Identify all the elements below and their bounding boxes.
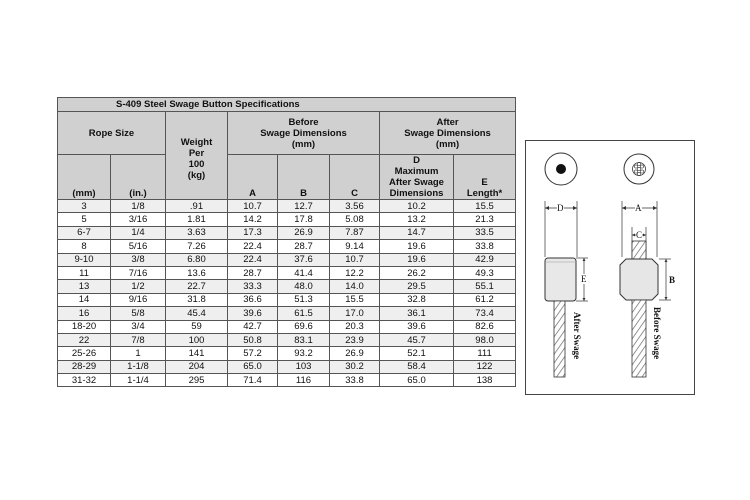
cell-in: 1/4 [111, 226, 166, 239]
cell-b: 116 [278, 374, 330, 387]
cell-mm: 16 [58, 307, 111, 320]
cell-in: 7/8 [111, 333, 166, 346]
table-row [58, 374, 516, 387]
cell-mm: 25-26 [58, 347, 111, 360]
table-row [58, 347, 516, 360]
before-swage-header [228, 112, 380, 155]
cell-b: 103 [278, 360, 330, 373]
spec-table-body [58, 200, 516, 387]
weight-header-line: Weight [180, 136, 213, 148]
label-d: D [557, 203, 564, 213]
cell-weight: 1.81 [166, 213, 228, 226]
label-b: B [669, 275, 676, 285]
cell-b: 61.5 [278, 307, 330, 320]
cell-b: 37.6 [278, 253, 330, 266]
cell-c: 9.14 [330, 240, 380, 253]
cell-in: 3/4 [111, 320, 166, 333]
cell-e: 33.5 [454, 226, 516, 239]
cell-a: 17.3 [228, 226, 278, 239]
cell-c: 7.87 [330, 226, 380, 239]
cell-d: 19.6 [380, 253, 454, 266]
cell-in: 1 [111, 347, 166, 360]
cell-weight: 59 [166, 320, 228, 333]
cell-d: 14.7 [380, 226, 454, 239]
e-header-line: Length* [466, 188, 503, 199]
cell-mm: 31-32 [58, 374, 111, 387]
cell-a: 36.6 [228, 293, 278, 306]
cell-d: 26.2 [380, 266, 454, 279]
cell-b: 48.0 [278, 280, 330, 293]
cell-e: 33.8 [454, 240, 516, 253]
cell-d: 32.8 [380, 293, 454, 306]
cell-c: 26.9 [330, 347, 380, 360]
e-header-line: E [481, 177, 488, 188]
cell-c: 17.0 [330, 307, 380, 320]
cell-mm: 11 [58, 266, 111, 279]
cell-d: 10.2 [380, 200, 454, 213]
cell-weight: 7.26 [166, 240, 228, 253]
cell-e: 73.4 [454, 307, 516, 320]
in-header: (in.) [111, 155, 166, 200]
cell-weight: 6.80 [166, 253, 228, 266]
d-header-line: Dimensions [389, 188, 444, 199]
cell-d: 65.0 [380, 374, 454, 387]
swage-drawing [526, 141, 694, 394]
table-row [58, 200, 516, 213]
cell-mm: 18-20 [58, 320, 111, 333]
b-header: B [278, 155, 330, 200]
cell-mm: 6-7 [58, 226, 111, 239]
before-header-line: (mm) [291, 138, 316, 150]
cell-a: 22.4 [228, 240, 278, 253]
e-header [454, 155, 516, 200]
cell-c: 33.8 [330, 374, 380, 387]
cell-c: 12.2 [330, 266, 380, 279]
cell-mm: 22 [58, 333, 111, 346]
cell-e: 111 [454, 347, 516, 360]
cell-c: 20.3 [330, 320, 380, 333]
cell-a: 28.7 [228, 266, 278, 279]
cell-d: 58.4 [380, 360, 454, 373]
rope-size-header: Rope Size [58, 112, 166, 155]
cell-a: 50.8 [228, 333, 278, 346]
cell-in: 5/16 [111, 240, 166, 253]
label-e: E [581, 274, 587, 284]
table-row [58, 333, 516, 346]
cell-weight: 141 [166, 347, 228, 360]
cell-a: 39.6 [228, 307, 278, 320]
after-header-line: After [436, 116, 459, 128]
cell-e: 49.3 [454, 266, 516, 279]
cell-a: 42.7 [228, 320, 278, 333]
cell-d: 45.7 [380, 333, 454, 346]
cell-d: 13.2 [380, 213, 454, 226]
d-header-line: D [413, 155, 420, 166]
cell-mm: 28-29 [58, 360, 111, 373]
cell-c: 23.9 [330, 333, 380, 346]
table-row [58, 253, 516, 266]
d-header [380, 155, 454, 200]
cell-weight: 13.6 [166, 266, 228, 279]
cell-weight: 22.7 [166, 280, 228, 293]
after-swage-header [380, 112, 516, 155]
cell-b: 17.8 [278, 213, 330, 226]
cell-mm: 8 [58, 240, 111, 253]
after-header-line: (mm) [435, 138, 460, 150]
cell-e: 42.9 [454, 253, 516, 266]
cell-a: 10.7 [228, 200, 278, 213]
cell-a: 33.3 [228, 280, 278, 293]
cell-in: 1/2 [111, 280, 166, 293]
cell-b: 12.7 [278, 200, 330, 213]
cell-e: 21.3 [454, 213, 516, 226]
cell-weight: 295 [166, 374, 228, 387]
cell-mm: 9-10 [58, 253, 111, 266]
cell-c: 15.5 [330, 293, 380, 306]
cell-c: 5.08 [330, 213, 380, 226]
cell-b: 93.2 [278, 347, 330, 360]
before-header-line: Before [288, 116, 319, 128]
cell-b: 28.7 [278, 240, 330, 253]
cell-in: 3/16 [111, 213, 166, 226]
cell-a: 71.4 [228, 374, 278, 387]
cell-a: 65.0 [228, 360, 278, 373]
d-header-line: After Swage [389, 177, 444, 188]
cell-weight: 204 [166, 360, 228, 373]
table-row [58, 280, 516, 293]
cell-weight: 45.4 [166, 307, 228, 320]
cell-mm: 13 [58, 280, 111, 293]
cell-in: 9/16 [111, 293, 166, 306]
cell-e: 98.0 [454, 333, 516, 346]
cell-e: 138 [454, 374, 516, 387]
cell-in: 7/16 [111, 266, 166, 279]
cell-b: 26.9 [278, 226, 330, 239]
spec-table [57, 97, 516, 387]
cell-in: 1/8 [111, 200, 166, 213]
table-row [58, 307, 516, 320]
cell-weight: 3.63 [166, 226, 228, 239]
table-row [58, 213, 516, 226]
weight-header-line: Per [188, 147, 205, 159]
cell-c: 30.2 [330, 360, 380, 373]
cell-in: 5/8 [111, 307, 166, 320]
a-header: A [228, 155, 278, 200]
cell-weight: 100 [166, 333, 228, 346]
table-row [58, 360, 516, 373]
table-row [58, 320, 516, 333]
cell-d: 52.1 [380, 347, 454, 360]
weight-header-line: 100 [188, 158, 205, 170]
cell-d: 39.6 [380, 320, 454, 333]
cell-a: 57.2 [228, 347, 278, 360]
cell-b: 41.4 [278, 266, 330, 279]
table-row [58, 293, 516, 306]
cell-d: 19.6 [380, 240, 454, 253]
cell-b: 83.1 [278, 333, 330, 346]
table-row [58, 266, 516, 279]
label-a: A [635, 203, 642, 213]
cell-mm: 3 [58, 200, 111, 213]
cell-a: 22.4 [228, 253, 278, 266]
mm-header: (mm) [58, 155, 111, 200]
cell-c: 14.0 [330, 280, 380, 293]
cell-c: 3.56 [330, 200, 380, 213]
cell-in: 1-1/4 [111, 374, 166, 387]
cell-in: 1-1/8 [111, 360, 166, 373]
cell-e: 61.2 [454, 293, 516, 306]
cell-c: 10.7 [330, 253, 380, 266]
cell-weight: .91 [166, 200, 228, 213]
label-c: C [636, 230, 643, 240]
before-swage-caption: Before Swage [652, 307, 662, 360]
cell-e: 15.5 [454, 200, 516, 213]
cell-d: 36.1 [380, 307, 454, 320]
table-title: S-409 Steel Swage Button Specifications [58, 98, 516, 112]
cell-e: 82.6 [454, 320, 516, 333]
cell-e: 55.1 [454, 280, 516, 293]
weight-header-line: (kg) [187, 169, 206, 181]
table-row [58, 240, 516, 253]
before-swage-end-view [624, 154, 654, 184]
cell-weight: 31.8 [166, 293, 228, 306]
table-row [58, 226, 516, 239]
cell-a: 14.2 [228, 213, 278, 226]
before-header-line: Swage Dimensions [260, 127, 347, 139]
d-header-line: Maximum [394, 166, 439, 177]
cell-b: 51.3 [278, 293, 330, 306]
after-swage-caption: After Swage [572, 312, 582, 360]
after-header-line: Swage Dimensions [404, 127, 491, 139]
after-swage-end-view [545, 153, 577, 185]
cell-d: 29.5 [380, 280, 454, 293]
cell-e: 122 [454, 360, 516, 373]
swage-diagram [525, 140, 695, 395]
cell-mm: 14 [58, 293, 111, 306]
cell-b: 69.6 [278, 320, 330, 333]
weight-header [166, 112, 228, 200]
cell-mm: 5 [58, 213, 111, 226]
cell-in: 3/8 [111, 253, 166, 266]
c-header: C [330, 155, 380, 200]
